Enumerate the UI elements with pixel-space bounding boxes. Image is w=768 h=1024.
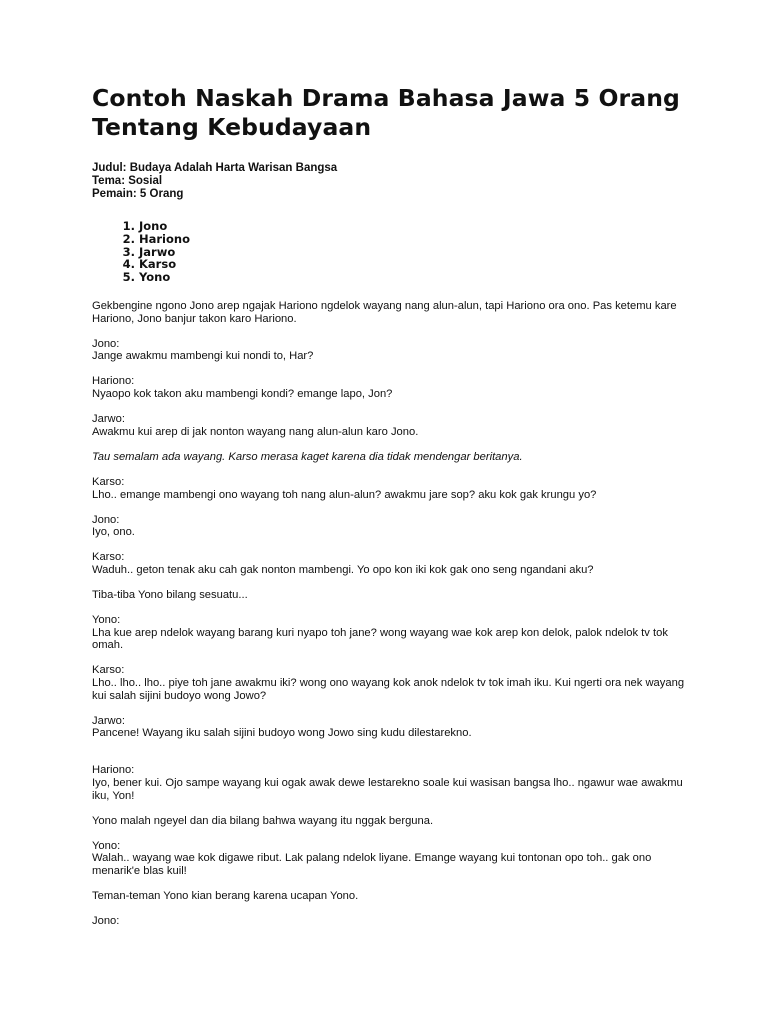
dialogue-block <box>92 476 692 501</box>
dialogue-block <box>92 915 692 928</box>
meta-tema: Tema: Sosial <box>92 175 163 187</box>
speaker-name: Jono: <box>92 513 120 526</box>
cast-item: 4. Karso <box>139 258 692 271</box>
speaker-name: Jarwo: <box>92 413 125 426</box>
dialogue-block <box>92 514 692 539</box>
cast-list <box>92 220 692 284</box>
dialogue-block <box>92 764 692 802</box>
meta-judul: Judul: Budaya Adalah Harta Warisan Bangsa <box>92 162 338 174</box>
speaker-name: Jarwo: <box>92 714 125 727</box>
speaker-name: Karso: <box>92 551 125 564</box>
cast-item: 5. Yono <box>139 271 692 284</box>
stage-direction: Tau semalam ada wayang. Karso merasa kaget karena dia tidak mendengar beritanya. <box>92 450 523 463</box>
dialogue-block <box>92 375 692 400</box>
dialogue-block <box>92 413 692 438</box>
dialogue-line: Walah.. wayang wae kok digawe ribut. Lak palang ndelok liyane. Emange wayang kui tontonan opo toh.. gak ono menarik'e blas kuil! <box>92 852 652 877</box>
dialogue-line: Iyo, bener kui. Ojo sampe wayang kui ogak awak dewe lestarekno soale kui wasisan bangsa lho.. ngawur wae awakmu iku, Yon! <box>92 776 683 802</box>
dialogue-line: Lho.. lho.. lho.. piye toh jane awakmu iki? wong ono wayang kok anok ndelok tv tok imah iku. Kui ngerti ora nek wayang kui salah sijini budoyo wong Jowo? <box>92 677 685 702</box>
dialogue-line: Lho.. emange mambengi ono wayang toh nang alun-alun? awakmu jare sop? aku kok gak krungu yo? <box>92 488 597 501</box>
dialogue-line: Lha kue arep ndelok wayang barang kuri nyapo toh jane? wong wayang wae kok arep kon delok, palok ndelok tv tok omah. <box>92 626 668 652</box>
speaker-name: Jono: <box>92 337 120 350</box>
speaker-name: Hariono: <box>92 375 135 388</box>
dialogue-block <box>92 664 692 702</box>
narration: Tiba-tiba Yono bilang sesuatu... <box>92 588 248 601</box>
document-title: Contoh Naskah Drama Bahasa Jawa 5 Orang Tentang Kebudayaan <box>92 84 680 141</box>
script-body <box>92 300 692 928</box>
speaker-name: Jono: <box>92 914 120 927</box>
speaker-name: Karso: <box>92 664 125 677</box>
narration: Yono malah ngeyel dan dia bilang bahwa wayang itu nggak berguna. <box>92 814 434 827</box>
speaker-name: Hariono: <box>92 764 135 777</box>
document-page <box>92 84 692 940</box>
dialogue-line: Awakmu kui arep di jak nonton wayang nang alun-alun karo Jono. <box>92 425 419 438</box>
cast-item: 1. Jono <box>139 220 692 233</box>
dialogue-block <box>92 614 692 652</box>
narration: Teman-teman Yono kian berang karena ucapan Yono. <box>92 889 359 902</box>
cast-item: 2. Hariono <box>139 233 692 246</box>
dialogue-block <box>92 551 692 576</box>
dialogue-block <box>92 338 692 363</box>
dialogue-line: Nyaopo kok takon aku mambengi kondi? emange lapo, Jon? <box>92 388 393 401</box>
dialogue-block <box>92 840 692 878</box>
meta-pemain: Pemain: 5 Orang <box>92 188 184 200</box>
speaker-name: Yono: <box>92 839 121 852</box>
dialogue-block <box>92 715 692 740</box>
speaker-name: Yono: <box>92 613 121 626</box>
dialogue-line: Waduh.. geton tenak aku cah gak nonton mambengi. Yo opo kon iki kok gak ono seng ngandani aku? <box>92 563 594 576</box>
dialogue-line: Iyo, ono. <box>92 526 135 539</box>
dialogue-line: Pancene! Wayang iku salah sijini budoyo wong Jowo sing kudu dilestarekno. <box>92 727 472 740</box>
dialogue-line: Jange awakmu mambengi kui nondi to, Har? <box>92 350 314 363</box>
script-meta <box>92 162 692 201</box>
speaker-name: Karso: <box>92 475 125 488</box>
intro-paragraph: Gekbengine ngono Jono arep ngajak Hariono ngdelok wayang nang alun-alun, tapi Hariono ora ono. Pas ketemu kare Hariono, Jono banjur takon karo Hariono. <box>92 299 677 325</box>
cast-item: 3. Jarwo <box>139 246 692 259</box>
